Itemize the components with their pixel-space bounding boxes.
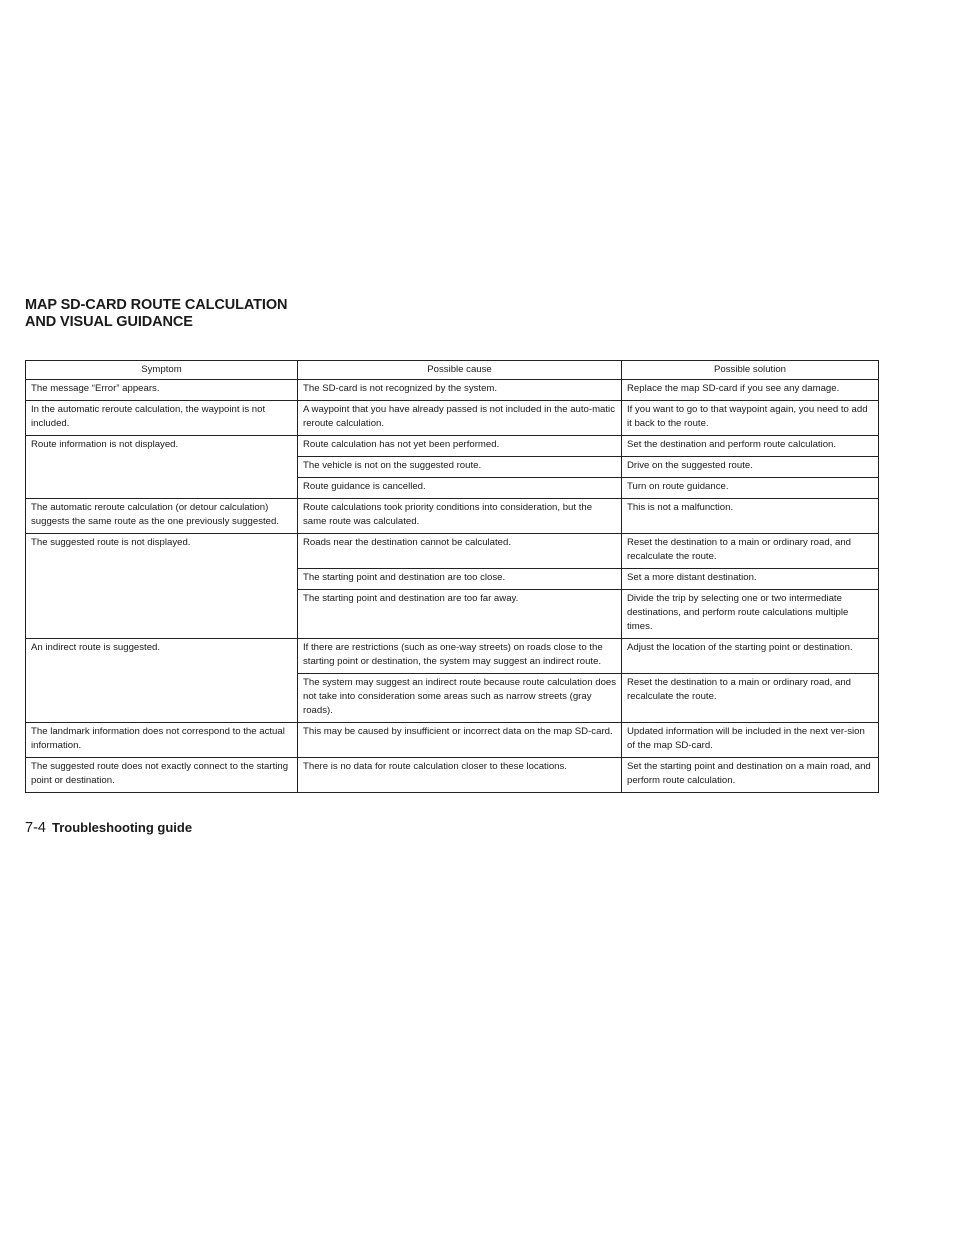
- solution-cell: Set the destination and perform route calculation.: [622, 436, 879, 457]
- table-row: [26, 499, 879, 534]
- symptom-cell: The suggested route does not exactly connect to the starting point or destination.: [26, 758, 298, 793]
- section-title-line-1: MAP SD-CARD ROUTE CALCULATION: [25, 297, 288, 313]
- cause-cell: If there are restrictions (such as one-way streets) on roads close to the starting point or destination, the system may suggest an indirect route.: [298, 639, 622, 674]
- cause-cell: The vehicle is not on the suggested route.: [298, 457, 622, 478]
- solution-cell: Set the starting point and destination on a main road, and perform route calculation.: [622, 758, 879, 793]
- cause-cell: The system may suggest an indirect route because route calculation does not take into consideration some areas such as narrow streets (gray roads).: [298, 674, 622, 723]
- solution-cell: Reset the destination to a main or ordinary road, and recalculate the route.: [622, 534, 879, 569]
- solution-cell: Divide the trip by selecting one or two intermediate destinations, and perform route calculations multiple times.: [622, 590, 879, 639]
- symptom-cell: In the automatic reroute calculation, the waypoint is not included.: [26, 401, 298, 436]
- header-possible-cause: Possible cause: [298, 361, 622, 380]
- solution-cell: Adjust the location of the starting point or destination.: [622, 639, 879, 674]
- troubleshooting-table: [25, 360, 879, 793]
- section-title: [25, 297, 287, 331]
- symptom-cell: The automatic reroute calculation (or detour calculation) suggests the same route as the one previously suggested.: [26, 499, 298, 534]
- table-row: [26, 380, 879, 401]
- page-footer: [25, 819, 192, 837]
- cause-cell: This may be caused by insufficient or incorrect data on the map SD-card.: [298, 723, 622, 758]
- cause-cell: Route guidance is cancelled.: [298, 478, 622, 499]
- table-header-row: [26, 361, 879, 380]
- solution-cell: Turn on route guidance.: [622, 478, 879, 499]
- cause-cell: The starting point and destination are too close.: [298, 569, 622, 590]
- cause-cell: Route calculations took priority conditions into consideration, but the same route was calculated.: [298, 499, 622, 534]
- section-title-line-2: AND VISUAL GUIDANCE: [25, 314, 193, 330]
- solution-cell: Reset the destination to a main or ordinary road, and recalculate the route.: [622, 674, 879, 723]
- header-possible-solution: Possible solution: [622, 361, 879, 380]
- solution-cell: If you want to go to that waypoint again, you need to add it back to the route.: [622, 401, 879, 436]
- table-row: [26, 436, 879, 457]
- table-row: [26, 534, 879, 569]
- symptom-cell: The message “Error” appears.: [26, 380, 298, 401]
- header-symptom: Symptom: [26, 361, 298, 380]
- symptom-cell: An indirect route is suggested.: [26, 639, 298, 723]
- cause-cell: There is no data for route calculation closer to these locations.: [298, 758, 622, 793]
- table-row: [26, 758, 879, 793]
- cause-cell: Route calculation has not yet been performed.: [298, 436, 622, 457]
- table-row: [26, 723, 879, 758]
- cause-cell: The SD-card is not recognized by the system.: [298, 380, 622, 401]
- symptom-cell: Route information is not displayed.: [26, 436, 298, 499]
- cause-cell: Roads near the destination cannot be calculated.: [298, 534, 622, 569]
- solution-cell: Drive on the suggested route.: [622, 457, 879, 478]
- table-row: [26, 401, 879, 436]
- cause-cell: A waypoint that you have already passed is not included in the auto-matic reroute calculation.: [298, 401, 622, 436]
- page-number: 7-4: [25, 820, 46, 836]
- symptom-cell: The landmark information does not correspond to the actual information.: [26, 723, 298, 758]
- solution-cell: Replace the map SD-card if you see any damage.: [622, 380, 879, 401]
- solution-cell: Updated information will be included in the next ver-sion of the map SD-card.: [622, 723, 879, 758]
- symptom-cell: The suggested route is not displayed.: [26, 534, 298, 639]
- table-row: [26, 639, 879, 674]
- chapter-title: Troubleshooting guide: [51, 820, 193, 835]
- solution-cell: This is not a malfunction.: [622, 499, 879, 534]
- solution-cell: Set a more distant destination.: [622, 569, 879, 590]
- cause-cell: The starting point and destination are too far away.: [298, 590, 622, 639]
